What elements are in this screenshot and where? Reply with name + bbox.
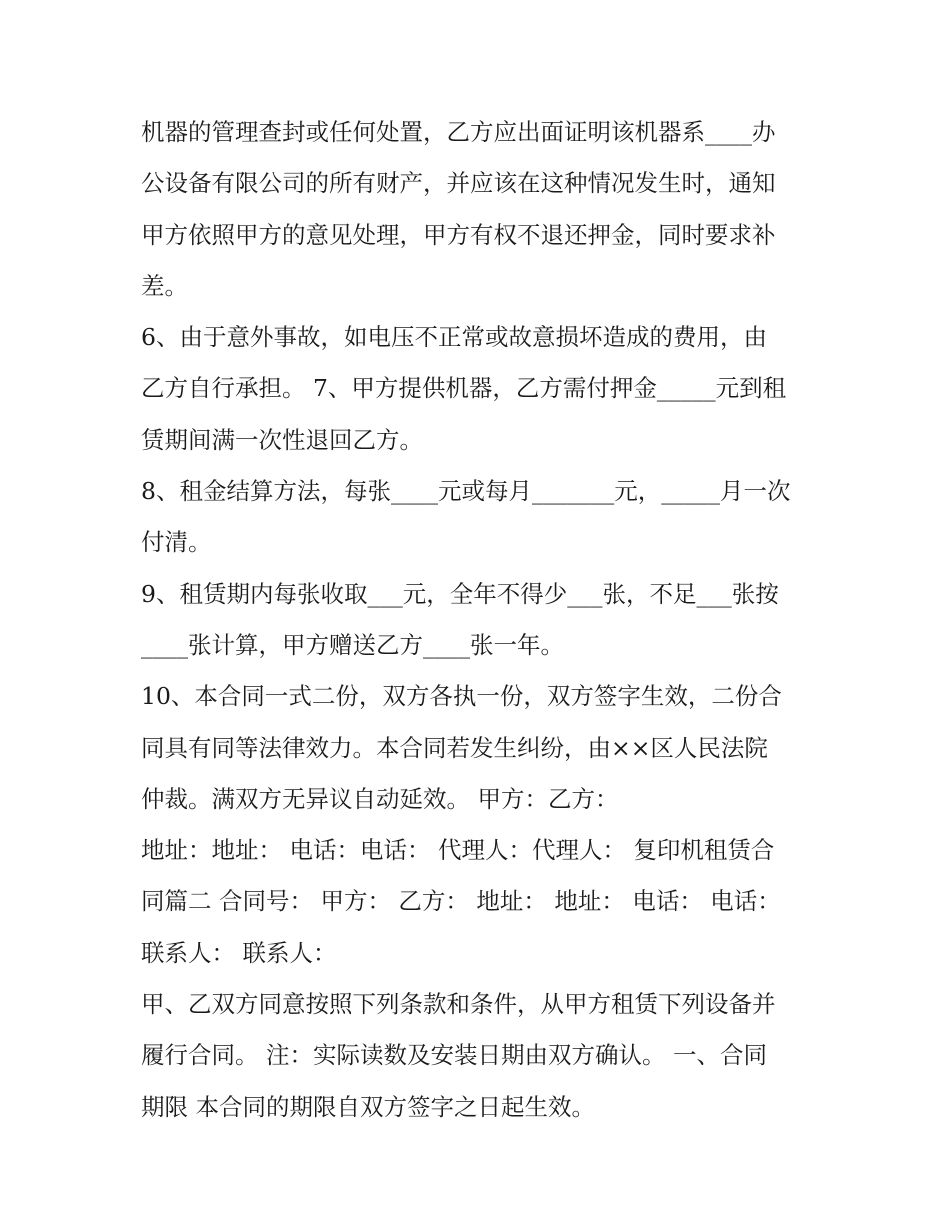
text-line: 差。: [141, 271, 188, 300]
text-line: 付清。: [141, 528, 212, 557]
text-line: 机器的管理查封或任何处置，乙方应出面证明该机器系____办: [141, 118, 776, 146]
text-line: 仲裁。满双方无异议自动延效。 甲方：乙方：: [141, 784, 619, 813]
text-line: 同具有同等法律效力。本合同若发生纠纷，由××区人民法院: [141, 733, 768, 762]
text-line: 乙方自行承担。 7、甲方提供机器，乙方需付押金_____元到租: [141, 374, 787, 403]
text-line: 期限 本合同的期限自双方签字之日起生效。: [141, 1092, 595, 1121]
text-line: 6、由于意外事故，如电压不正常或故意损坏造成的费用，由: [141, 323, 767, 352]
text-line: 8、租金结算方法，每张____元或每月_______元，_____月一次: [141, 477, 791, 506]
text-line: 联系人： 联系人：: [141, 938, 337, 967]
text-line: 履行合同。 注：实际读数及安装日期由双方确认。 一、合同: [141, 1041, 767, 1070]
text-line: 9、租赁期内每张收取___元，全年不得少___张，不足___张按: [141, 579, 779, 608]
text-line: 同篇二 合同号： 甲方： 乙方： 地址： 地址： 电话： 电话：: [141, 887, 781, 916]
text-line: 10、本合同一式二份，双方各执一份，双方签字生效，二份合: [141, 682, 782, 711]
text-line: 甲方依照甲方的意见处理，甲方有权不退还押金，同时要求补: [141, 220, 776, 249]
text-line: ____张计算，甲方赠送乙方____张一年。: [141, 630, 564, 659]
text-line: 地址：地址： 电话：电话： 代理人：代理人： 复印机租赁合: [141, 836, 775, 865]
contract-text-body: [141, 107, 821, 1133]
text-line: 赁期间满一次性退回乙方。: [141, 425, 423, 454]
text-line: 甲、乙双方同意按照下列条款和条件，从甲方租赁下列设备并: [141, 990, 776, 1019]
text-line: 公设备有限公司的所有财产，并应该在这种情况发生时，通知: [141, 169, 776, 198]
